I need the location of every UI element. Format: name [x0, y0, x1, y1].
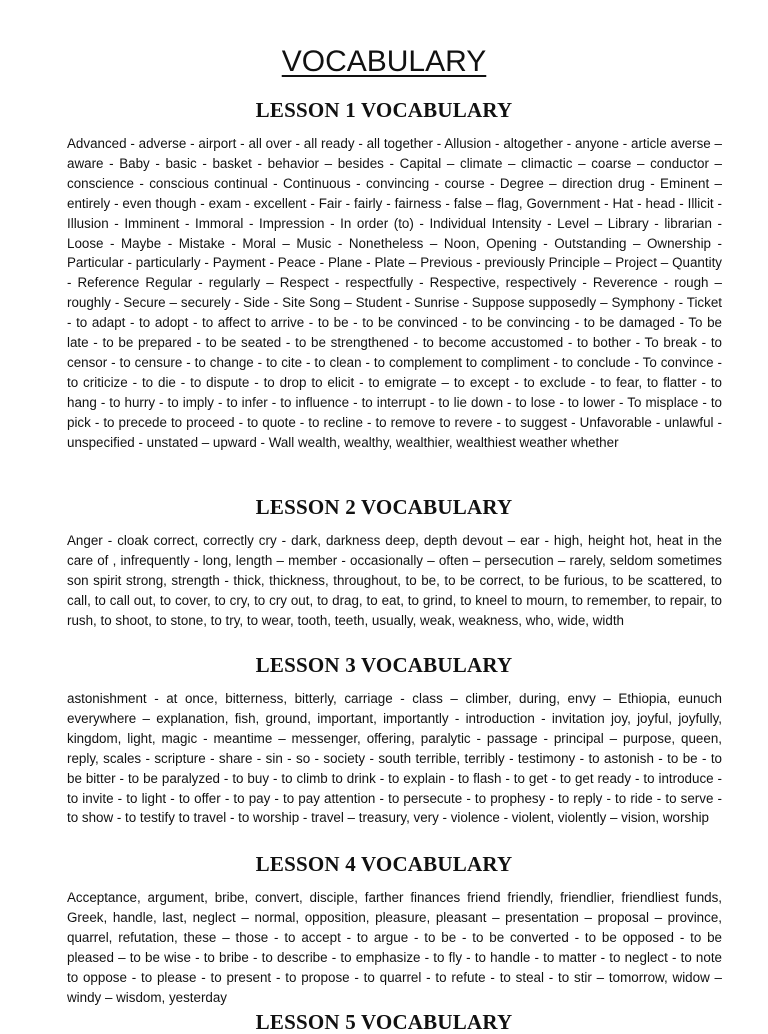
lesson-4-vocabulary-text: Acceptance, argument, bribe, convert, disciple, farther finances friend friendly, friendlier, friendliest funds, Greek, handle, last, neglect – normal, opposition, pleasure, pleasant – presentation – proposal – province, quarrel, refutation, these – those - to accept - to argue - to be - to be converted - to be opposed - to be pleased – to be wise - to bribe - to describe - to emphasize - to fly - to handle - to matter - to neglect - to note to oppose - to please - to present - to propose - to quarrel - to refute - to steal - to stir – tomorrow, widow – windy – wisdom, yesterday: [67, 890, 722, 1005]
page-title: VOCABULARY: [281, 45, 487, 78]
lesson-4-heading: LESSON 4 VOCABULARY: [255, 852, 513, 876]
lesson-2-heading: LESSON 2 VOCABULARY: [255, 495, 513, 519]
lesson-2-vocabulary-text: Anger - cloak correct, correctly cry - dark, darkness deep, depth devout – ear - high, height hot, heat in the care of , infrequently - long, length – member - occasionally – often – persecution – rarely, seldom sometimes son spirit strong, strength - thick, thickness, throughout, to be, to be correct, to be furious, to be scattered, to call, to call out, to cover, to cry, to cry out, to drag, to eat, to grind, to kneel to mourn, to remember, to repair, to rush, to shoot, to stone, to try, to wear, tooth, teeth, usually, weak, weakness, who, wide, width: [67, 533, 722, 628]
lesson-1-heading: LESSON 1 VOCABULARY: [255, 98, 513, 122]
lesson-3-vocabulary-text: astonishment - at once, bitterness, bitterly, carriage - class – climber, during, envy – Ethiopia, eunuch everywhere – explanation, fish, ground, important, importantly - introduction - invitation joy, joyful, joyfully, kingdom, light, magic - meantime – messenger, offering, paralytic - passage - principal – purpose, queen, reply, scales - scripture - share - sin - so - society - south terrible, terribly - testimony - to astonish - to be - to be bitter - to be paralyzed - to buy - to climb to drink - to explain - to flash - to get - to get ready - to introduce - to invite - to light - to offer - to pay - to pay attention - to persecute - to prophesy - to reply - to ride - to serve - to show - to testify to travel - to worship - travel – treasury, very - violence - violent, violently – vision, worship: [67, 691, 722, 826]
lesson-1-vocabulary-text: Advanced - adverse - airport - all over - all ready - all together - Allusion - altogether - anyone - article averse – aware - Baby - basic - basket - behavior – besides - Capital – climate – climactic – coarse – conductor – conscience - conscious continual - Continuous - convincing - course - Degree – direction drug - Eminent – entirely - even though - exam - excellent - Fair - fairly - fairness - false – flag, Government - Hat - head - Illicit - Illusion - Imminent - Immoral - Impression - In order (to) - Individual Intensity - Level – Library - librarian - Loose - Maybe - Mistake - Moral – Music - Nonetheless – Noon, Opening - Outstanding – Ownership - Particular - particularly - Payment - Peace - Plane - Plate – Previous - previously Principle – Project – Quantity - Reference Regular - regularly – Respect - respectfully - Respective, respectively - Reverence - rough – roughly - Secure – securely - Side - Site Song – Student - Sunrise - Suppose supposedly – Symphony - Ticket - to adapt - to adopt - to affect to arrive - to be - to be convinced - to be convincing - to be damaged - To be late - to be prepared - to be seated - to be strengthened - to become accustomed - to bother - To break - to censor - to censure - to change - to cite - to clean - to complement to compliment - to conclude - To convince - to criticize - to die - to dispute - to drop to elicit - to emigrate – to except - to exclude - to fear, to flatter - to hang - to hurry - to imply - to infer - to influence - to interrupt - to lie down - to lose - to lower - To misplace - to pick - to precede to proceed - to quote - to recline - to remove to revere - to suggest - Unfavorable - unlawful - unspecified - unstated – upward - Wall wealth, wealthy, wealthier, wealthiest weather whether: [67, 136, 722, 450]
lesson-3-heading: LESSON 3 VOCABULARY: [255, 653, 513, 677]
lesson-5-heading: LESSON 5 VOCABULARY: [255, 1010, 513, 1034]
